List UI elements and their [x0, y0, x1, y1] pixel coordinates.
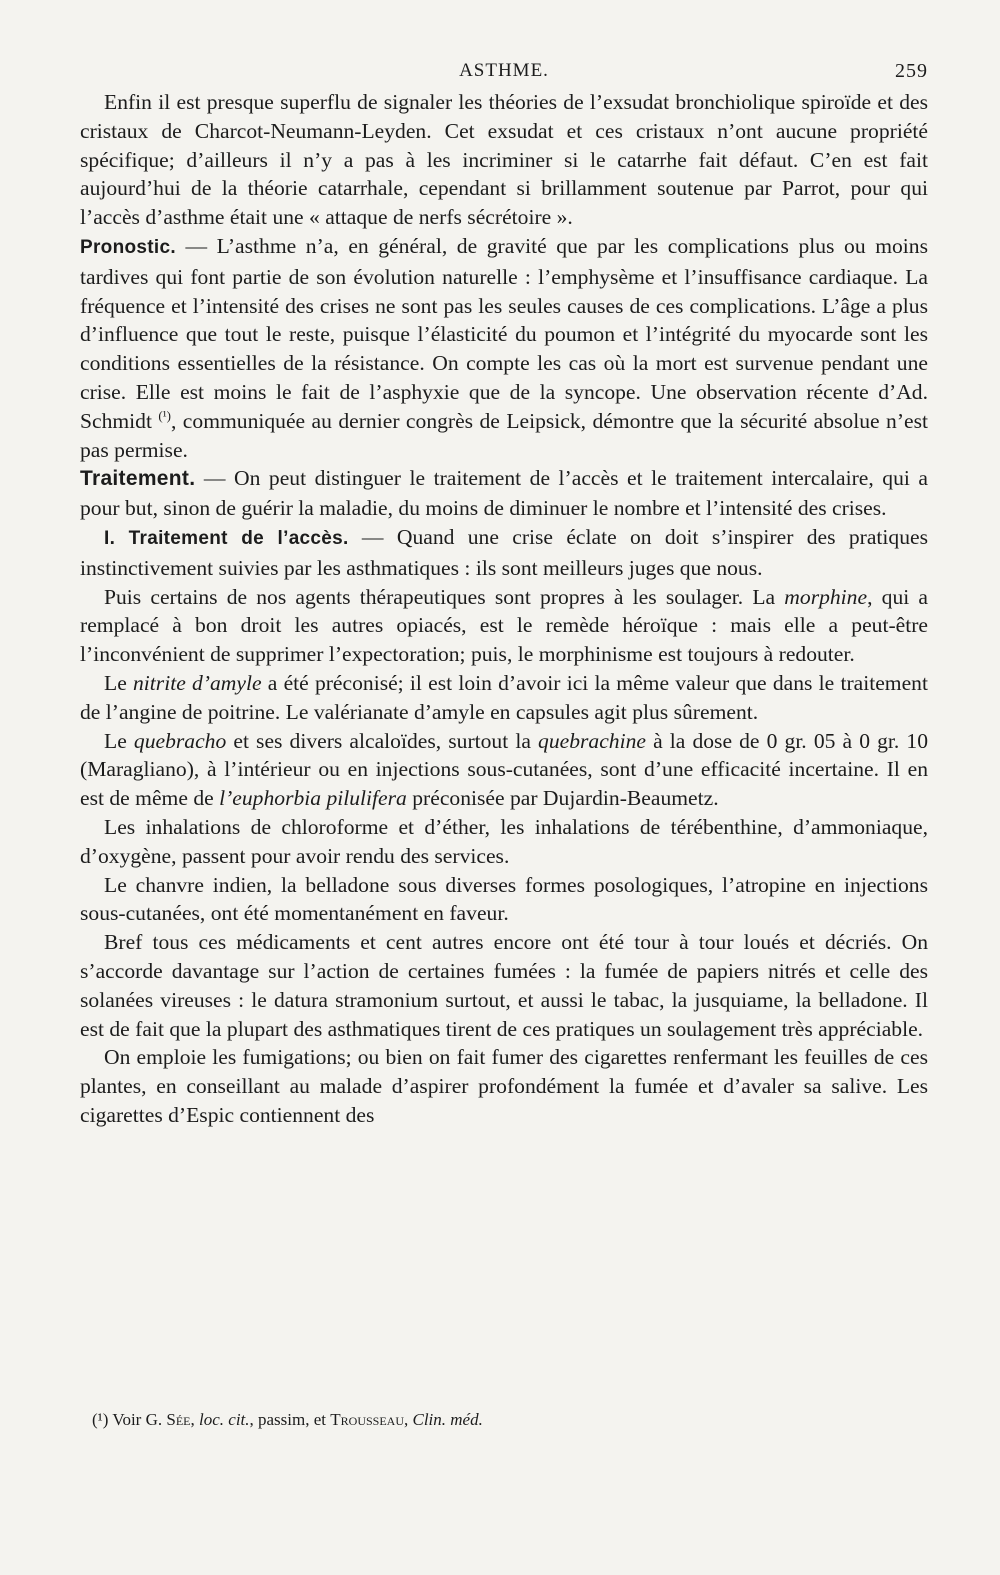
section-traitement [80, 464, 928, 523]
paragraph-fumees [80, 928, 928, 1043]
paragraph-nitrite [80, 669, 928, 727]
running-title: ASTHME. [459, 60, 549, 81]
paragraph-text: — On peut distinguer le traitement de l’accès et le traitement intercalaire, qui a pour but, sinon de guérir la maladie, du moins de diminuer le nombre et l’intensité des crises. [80, 466, 928, 521]
drug-name-morphine: morphine [784, 584, 868, 609]
footnote-text: , [190, 1410, 199, 1429]
paragraph-text: Les inhalations de chloroforme et d’éther, les inhalations de térébenthine, d’ammoniaque, d’oxygène, passent pour avoir rendu des services. [80, 814, 928, 868]
section-heading-traitement: Traitement. [80, 467, 196, 491]
paragraph-inhalations [80, 813, 928, 871]
drug-name-quebracho: quebracho [133, 728, 227, 753]
paragraph-morphine [80, 583, 928, 669]
paragraph-text: Puis certains de nos agents thérapeutiques sont propres à les soulager. La [104, 584, 785, 609]
author-name-see: Sée [166, 1410, 191, 1429]
drug-name-euphorbia: l’euphorbia pilulifera [219, 786, 407, 811]
running-header [80, 58, 928, 88]
page-number: 259 [895, 60, 928, 82]
footnote-text: , [404, 1410, 413, 1429]
paragraph-quebracho [80, 727, 928, 813]
section-heading-pronostic: Pronostic. [80, 236, 176, 258]
author-name-trousseau: Trousseau [330, 1410, 404, 1429]
paragraph-text: — Quand une crise éclate on doit s’inspirer des pratiques instinctivement suivies par les asthmatiques : ils sont meilleurs juges que nous. [80, 524, 928, 580]
paragraph-text: Le chanvre indien, la belladone sous diverses formes posologiques, l’atropine en injections sous-cutanées, ont été momentanément en faveur. [80, 872, 928, 926]
paragraph-text: Enfin il est presque superflu de signaler les théories de l’exsudat bronchiolique spiroïde et des cristaux de Charcot-Neumann-Leyden. Cet exsudat et ces cristaux n’ont aucune propriété spécifique; d’ailleurs il n’y a pas à les incriminer si le catarrhe fait défaut. C’en est fait aujourd’hui de la théorie catarrhale, cependant si brillamment soutenue par Parrot, pour qui l’accès d’asthme était une « attaque de nerfs sécrétoire ». [80, 90, 928, 230]
citation-loc-cit: loc. cit. [199, 1410, 250, 1429]
footnote-text: , passim, et [249, 1410, 331, 1429]
paragraph-text: à la dose de 0 gr. 05 à 0 gr. 10 (Maragliano), à l’intérieur ou en injections sous-cutanées, sont d’une efficacité incertaine. Il en est de même de [80, 728, 928, 811]
subsection-traitement-acces [80, 523, 928, 583]
subsection-heading-acces: I. Traitement de l’accès. [104, 527, 349, 549]
footnote-marker: (¹) [92, 1410, 109, 1429]
drug-name-nitrite: nitrite d’amyle [133, 670, 262, 695]
paragraph-text: préconisée par Dujardin-Beaumetz. [406, 786, 719, 811]
paragraph-chanvre [80, 871, 928, 929]
footnote-text: Voir G. [108, 1410, 167, 1429]
paragraph-text: , qui a remplacé à bon droit les autres opiacés, est le remède héroïque : mais elle a peut-être l’inconvénient de supprimer l’expectoration; puis, le morphinisme est toujours à redouter. [80, 584, 928, 667]
paragraph-text: a été préconisé; il est loin d’avoir ici la même valeur que dans le traitement de l’angine de poitrine. Le valérianate d’amyle en capsules agit plus sûrement. [80, 670, 928, 724]
paragraph-text: — L’asthme n’a, en général, de gravité que par les complications plus ou moins tardives qui font partie de son évolution naturelle : l’emphysème et l’insuffisance cardiaque. La fréquence et l’intensité des crises ne sont pas les seules causes de ces complications. L’âge a plus d’influence que tout le reste, puisque l’élasticité du poumon et l’intégrité du myocarde sont les conditions essentielles de la résistance. On compte les cas où la mort est survenue pendant une crise. Elle est moins le fait de l’asphyxie que de la syncope. Une observation récente d’Ad. Schmidt [80, 233, 928, 433]
paragraph-theories [80, 88, 928, 232]
paragraph-text: et ses divers alcaloïdes, surtout la [226, 728, 539, 753]
body-text [80, 88, 928, 1130]
paragraph-text: Le [104, 728, 134, 753]
paragraph-text: , communiquée au dernier congrès de Leipsick, démontre que la sécurité absolue n’est pas permise. [80, 408, 928, 462]
footnote [92, 1410, 483, 1430]
paragraph-text: On emploie les fumigations; ou bien on fait fumer des cigarettes renfermant les feuilles de ces plantes, en conseillant au malade d’aspirer profondément la fumée et d’avaler sa salive. Les cigarettes d’Espic contiennent des [80, 1045, 928, 1127]
citation-clin-med: Clin. méd. [412, 1410, 483, 1429]
section-pronostic [80, 232, 928, 464]
paragraph-fumigations [80, 1043, 928, 1129]
footnote-reference: (¹) [158, 407, 171, 423]
drug-name-quebrachine: quebrachine [538, 728, 646, 753]
paragraph-text: Bref tous ces médicaments et cent autres encore ont été tour à tour loués et décriés. On s’accorde davantage sur l’action de certaines fumées : la fumée de papiers nitrés et celle des solanées vireuses : le datura stramonium surtout, et aussi le tabac, la jusquiame, la belladone. Il est de fait que la plupart des asthmatiques tirent de ces pratiques un soulagement très appréciable. [80, 930, 928, 1041]
paragraph-text: Le [104, 670, 133, 695]
